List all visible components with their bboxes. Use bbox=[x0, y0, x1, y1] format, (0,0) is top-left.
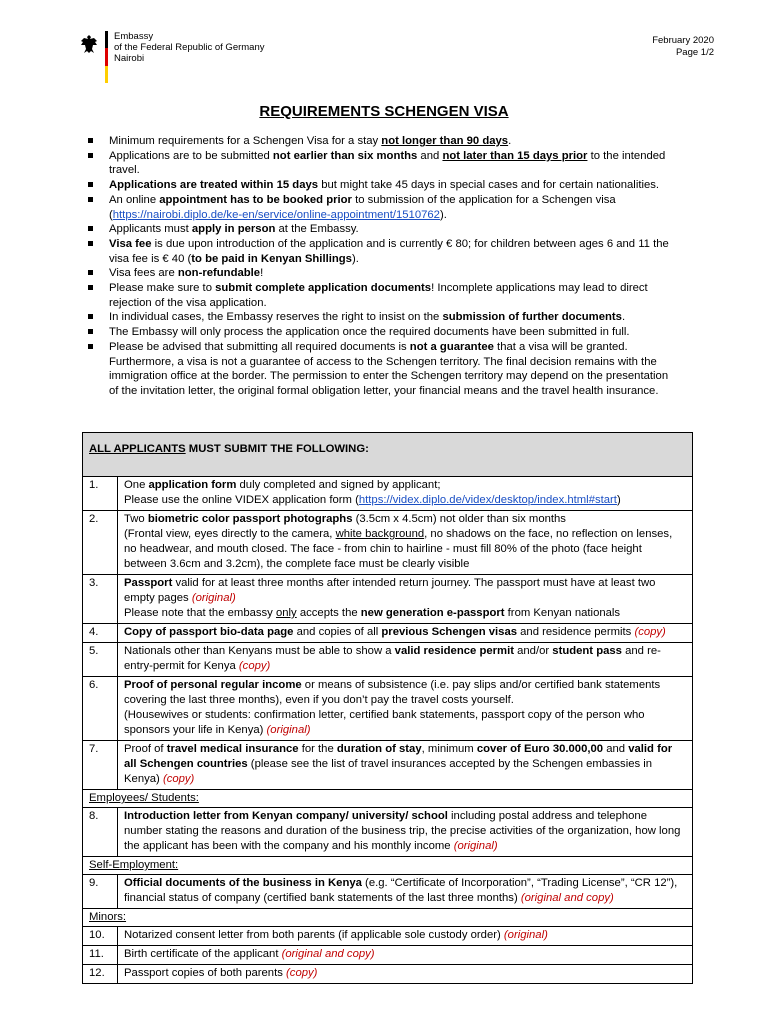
copy-note: (copy) bbox=[634, 626, 666, 638]
underlined: only bbox=[275, 607, 297, 619]
row-number: 1. bbox=[83, 477, 118, 511]
document-date: February 2020 bbox=[652, 35, 714, 46]
row-text bbox=[118, 511, 693, 575]
text: (e.g. “Certificate of Incorporation”, “Trading License”, “CR 12”), financial status of company (certified bank statements of the last three months) bbox=[124, 877, 678, 904]
german-flag-bar bbox=[105, 31, 108, 83]
text: at the Embassy. bbox=[275, 223, 359, 236]
section-label: Employees/ Students: bbox=[89, 792, 199, 804]
emphasis: Proof of personal regular income bbox=[124, 679, 302, 691]
copy-note: (copy) bbox=[162, 773, 195, 785]
embassy-name bbox=[114, 31, 265, 64]
emphasis: Visa fee bbox=[109, 237, 152, 250]
section-row bbox=[83, 857, 693, 875]
table-row bbox=[83, 946, 693, 965]
requirements-bullet-list bbox=[88, 134, 678, 399]
text: ! bbox=[260, 267, 264, 280]
row-text bbox=[118, 677, 693, 741]
row-number: 4. bbox=[83, 624, 118, 643]
bullet-item bbox=[88, 178, 678, 193]
table-row bbox=[83, 741, 693, 790]
table-heading bbox=[83, 433, 693, 477]
text: . bbox=[508, 135, 512, 147]
copy-note: (copy) bbox=[238, 660, 271, 672]
text: including postal address and telephone number stating the reasons and duration of the business trip, the precise activities of the organization, how long the applicant has been with the company and his monthly income bbox=[124, 810, 681, 852]
text: Two bbox=[124, 513, 148, 525]
text: Birth certificate of the applicant bbox=[124, 948, 282, 960]
text: Please be advised that submitting all required documents is bbox=[109, 340, 410, 353]
row-text bbox=[118, 575, 693, 624]
original-copy-note: (original and copy) bbox=[281, 948, 375, 960]
bullet-square-icon bbox=[88, 153, 93, 158]
bullet-square-icon bbox=[88, 182, 93, 187]
emphasis: Copy of passport bio-data page bbox=[124, 626, 294, 638]
page-title: REQUIREMENTS SCHENGEN VISA bbox=[259, 103, 509, 120]
row-text bbox=[118, 741, 693, 790]
text: , minimum bbox=[421, 743, 477, 755]
flag-stripe-black bbox=[105, 31, 108, 48]
bullet-square-icon bbox=[88, 270, 93, 275]
bullet-item bbox=[88, 222, 678, 237]
row-number: 9. bbox=[83, 875, 118, 909]
text: to submission of the application for a Schengen visa ( bbox=[109, 193, 616, 221]
emphasis: new generation e-passport bbox=[360, 607, 505, 619]
row-number: 8. bbox=[83, 808, 118, 857]
heading-underlined: ALL APPLICANTS bbox=[89, 443, 186, 455]
bullet-square-icon bbox=[88, 226, 93, 231]
row-text bbox=[118, 477, 693, 511]
row-text bbox=[118, 875, 693, 909]
text: Minimum requirements for a Schengen Visa for a stay bbox=[109, 135, 382, 147]
table-row bbox=[83, 875, 693, 909]
emphasis: Introduction letter from Kenyan company/ university/ school bbox=[124, 810, 448, 822]
table-row bbox=[83, 575, 693, 624]
emphasis: previous Schengen visas bbox=[381, 626, 518, 638]
original-note: (original) bbox=[191, 592, 236, 604]
row-text bbox=[118, 643, 693, 677]
emphasis: not earlier than six months bbox=[272, 149, 418, 162]
table-row bbox=[83, 808, 693, 857]
original-note: (original) bbox=[503, 929, 548, 941]
flag-stripe-gold bbox=[105, 66, 108, 83]
section-row bbox=[83, 790, 693, 808]
row-text bbox=[118, 808, 693, 857]
text: (Frontal view, eyes directly to the camera, bbox=[124, 528, 336, 540]
text: Applicants must bbox=[109, 223, 192, 236]
bullet-square-icon bbox=[88, 314, 93, 319]
emphasis: student pass bbox=[552, 645, 622, 657]
emphasis: appointment has to be booked prior bbox=[159, 193, 352, 206]
bullet-square-icon bbox=[88, 329, 93, 334]
text: An online bbox=[109, 193, 160, 206]
table-row bbox=[83, 643, 693, 677]
text: ) bbox=[616, 494, 621, 506]
flag-stripe-red bbox=[105, 48, 108, 65]
text: and copies of all bbox=[293, 626, 382, 638]
page-number: Page 1/2 bbox=[675, 47, 714, 58]
appointment-link[interactable]: https://nairobi.diplo.de/ke-en/service/online-appointment/1510762 bbox=[112, 208, 440, 221]
row-number: 3. bbox=[83, 575, 118, 624]
bullet-item bbox=[88, 325, 678, 340]
table-row bbox=[83, 477, 693, 511]
emphasis: application form bbox=[148, 479, 237, 491]
text: for the bbox=[298, 743, 337, 755]
section-row bbox=[83, 909, 693, 927]
bullet-item bbox=[88, 266, 678, 281]
bullet-item bbox=[88, 340, 678, 399]
text: ). bbox=[439, 208, 447, 221]
text: (3.5cm x 4.5cm) not older than six months bbox=[352, 513, 566, 525]
text: One bbox=[124, 479, 149, 491]
text: to the intended travel. bbox=[109, 149, 666, 177]
text: In individual cases, the Embassy reserves the right to insist on the bbox=[109, 311, 443, 324]
text: and bbox=[603, 743, 629, 755]
section-label: Self-Employment: bbox=[89, 859, 179, 871]
row-text bbox=[118, 927, 693, 946]
section-self-employment bbox=[83, 857, 693, 875]
bullet-item bbox=[88, 134, 678, 149]
original-note: (original) bbox=[266, 724, 311, 736]
row-number: 12. bbox=[83, 965, 118, 984]
text: Nationals other than Kenyans must be able to show a bbox=[124, 645, 395, 657]
bullet-square-icon bbox=[88, 138, 93, 143]
emphasis: Applications are treated within 15 days bbox=[109, 179, 319, 192]
text: from Kenyan nationals bbox=[504, 607, 621, 619]
heading-rest: MUST SUBMIT THE FOLLOWING: bbox=[185, 443, 369, 455]
row-number: 10. bbox=[83, 927, 118, 946]
bullet-item bbox=[88, 237, 678, 266]
table-row bbox=[83, 927, 693, 946]
table-row bbox=[83, 511, 693, 575]
emphasis: apply in person bbox=[191, 223, 276, 236]
text: , no shadows on the face, no reflection on lenses, no headwear, and mouth closed. The face - from chin to hairline - must fill 80% of the photo (face height between 3.6cm and 3.2cm), the complete face must be clearly visible bbox=[124, 528, 673, 570]
row-number: 11. bbox=[83, 946, 118, 965]
text: Please note that the embassy bbox=[124, 607, 276, 619]
emphasis: not a guarantee bbox=[409, 340, 494, 353]
federal-eagle-icon bbox=[80, 34, 98, 54]
emphasis: travel medical insurance bbox=[166, 743, 299, 755]
emphasis: to be paid in Kenyan Shillings bbox=[191, 252, 352, 265]
text: ! Incomplete applications may lead to direct rejection of the visa application. bbox=[109, 282, 648, 309]
text: that a visa will be granted. Furthermore, a visa is not a guarantee of access to the Schengen territory. The final decision remains with the immigration office at the border. The permission to enter the Schengen territory may depend on the presentation of the invitation letter, the original formal obligation letter, your financial means and the travel health insurance. bbox=[109, 340, 669, 397]
text: and residence permits bbox=[517, 626, 635, 638]
embassy-line: of the Federal Republic of Germany bbox=[114, 42, 265, 53]
text: Notarized consent letter from both parents (if applicable sole custody order) bbox=[124, 929, 504, 941]
row-text bbox=[118, 946, 693, 965]
table-row bbox=[83, 624, 693, 643]
bullet-item bbox=[88, 281, 678, 310]
original-copy-note: (original and copy) bbox=[520, 892, 614, 904]
text: (Housewives or students: confirmation letter, certified bank statements, passport copy of the person who sponsors your life in Kenya) bbox=[124, 709, 645, 736]
emphasis: duration of stay bbox=[336, 743, 422, 755]
row-number: 5. bbox=[83, 643, 118, 677]
underlined: white background bbox=[335, 528, 425, 540]
text: accepts the bbox=[296, 607, 361, 619]
emphasis: Official documents of the business in Kenya bbox=[124, 877, 362, 889]
embassy-line: Embassy bbox=[114, 31, 154, 42]
text: Proof of bbox=[124, 743, 167, 755]
emphasis: submission of further documents bbox=[442, 311, 622, 324]
bullet-item bbox=[88, 149, 678, 178]
row-text bbox=[118, 624, 693, 643]
bullet-square-icon bbox=[88, 241, 93, 246]
text: but might take 45 days in special cases and for certain nationalities. bbox=[318, 179, 660, 192]
text: valid for at least three months after intended return journey. The passport must have at least two empty pages bbox=[124, 577, 656, 604]
text: The Embassy will only process the application once the required documents have been submitted in full. bbox=[109, 326, 630, 339]
table-row bbox=[83, 965, 693, 984]
text: Please make sure to bbox=[109, 282, 216, 295]
emphasis: valid for all Schengen countries bbox=[124, 743, 673, 770]
videx-link[interactable]: https://videx.diplo.de/videx/desktop/index.html#start bbox=[358, 494, 617, 506]
emphasis: submit complete application documents bbox=[215, 282, 432, 295]
text: and/or bbox=[513, 645, 553, 657]
text: and re-entry-permit for Kenya bbox=[124, 645, 661, 672]
text: Applications are to be submitted bbox=[109, 149, 273, 162]
bullet-square-icon bbox=[88, 344, 93, 349]
text: (please see the list of travel insurances accepted by the Schengen embassies in Kenya) bbox=[124, 758, 653, 785]
embassy-line: Nairobi bbox=[114, 53, 145, 64]
row-number: 6. bbox=[83, 677, 118, 741]
date-block bbox=[652, 35, 714, 59]
emphasis: not longer than 90 days bbox=[381, 135, 509, 147]
section-minors bbox=[83, 909, 693, 927]
bullet-square-icon bbox=[88, 285, 93, 290]
row-text bbox=[118, 965, 693, 984]
copy-note: (copy) bbox=[286, 967, 318, 979]
text: . bbox=[621, 311, 626, 324]
bullet-square-icon bbox=[88, 197, 93, 202]
text: Passport copies of both parents bbox=[124, 967, 287, 979]
text: and bbox=[417, 149, 443, 162]
text: ). bbox=[351, 252, 359, 265]
requirements-table bbox=[82, 432, 693, 984]
emphasis: not later than 15 days prior bbox=[442, 149, 588, 162]
emphasis: valid residence permit bbox=[394, 645, 514, 657]
text: Please use the online VIDEX application form ( bbox=[124, 494, 359, 506]
row-number: 7. bbox=[83, 741, 118, 790]
bullet-item bbox=[88, 310, 678, 325]
text: or means of subsistence (i.e. pay slips and/or certified bank statements covering the last three months), even if you don’t pay the travel costs yourself. bbox=[124, 679, 661, 706]
emphasis: biometric color passport photographs bbox=[147, 513, 353, 525]
text: duly completed and signed by applicant; bbox=[236, 479, 441, 491]
emphasis: cover of Euro 30.000,00 bbox=[476, 743, 604, 755]
text: Visa fees are bbox=[109, 267, 178, 280]
original-note: (original) bbox=[453, 840, 498, 852]
bullet-item bbox=[88, 193, 678, 222]
emphasis: Passport bbox=[124, 577, 173, 589]
row-number: 2. bbox=[83, 511, 118, 575]
table-header-row bbox=[83, 433, 693, 477]
emphasis: non-refundable bbox=[177, 267, 261, 280]
section-employees bbox=[83, 790, 693, 808]
section-label: Minors: bbox=[89, 911, 127, 923]
table-row bbox=[83, 677, 693, 741]
text: is due upon introduction of the application and is currently € 80; for children between ages 6 and 11 the visa fee is € 40 ( bbox=[109, 237, 669, 265]
